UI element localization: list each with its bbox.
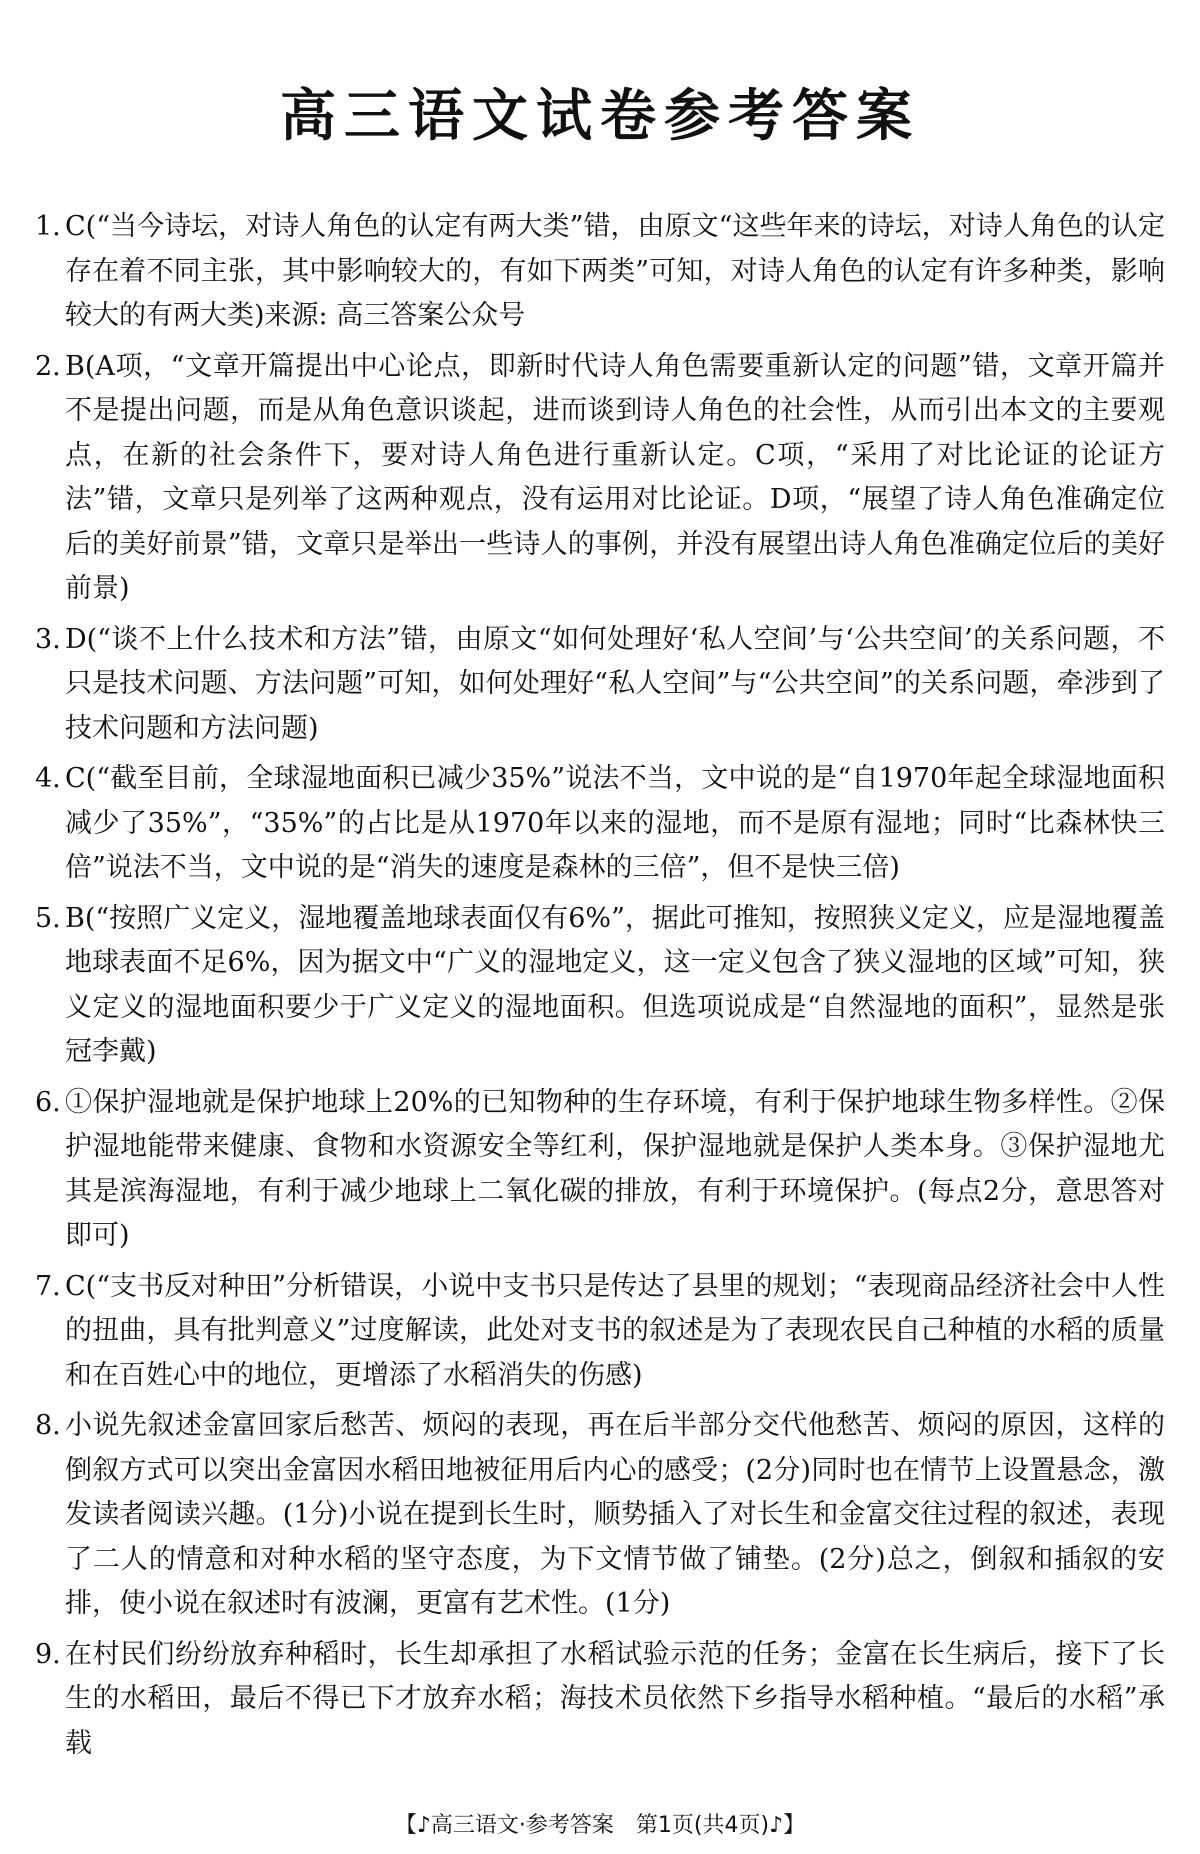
answer-list [35,205,1165,1772]
answer-text: 小说先叙述金富回家后愁苦、烦闷的表现，再在后半部分交代他愁苦、烦闷的原因，这样的倒叙方式可以突出金富因水稻田地被征用后内心的感受；(2分)同时也在情节上设置悬念，激发读者阅读兴趣。(1分)小说在提到长生时，顺势插入了对长生和金富交往过程的叙述，表现了二人的情意和对种水稻的坚守态度，为下文情节做了铺垫。(2分)总之，倒叙和插叙的安排，使小说在叙述时有波澜，更富有艺术性。(1分) [65,1410,1165,1619]
page-title: 高三语文试卷参考答案 [280,84,920,149]
answer-number: 6. [35,1086,61,1118]
answer-number: 1. [35,211,61,242]
answer-item [35,1265,1165,1399]
answer-text: C(“支书反对种田”分析错误，小说中支书只是传达了县里的规划；“表现商品经济社会中人性的扭曲，具有批判意义”过度解读，此处对支书的叙述是为了表现农民自己种植的水稻的质量和在百姓心中的地位，更增添了水稻消失的伤感) [65,1270,1165,1391]
answer-text: C(“当今诗坛，对诗人角色的认定有两大类”错，由原文“这些年来的诗坛，对诗人角色的认定存在着不同主张，其中影响较大的，有如下两类”可知，对诗人角色的认定有许多种类，影响较大的有两大类)来源: 高三答案公众号 [65,211,1165,331]
answer-item [35,1633,1165,1767]
answer-number: 4. [35,763,61,794]
page-footer: 【♪高三语文·参考答案 第1页(共4页)♪】 [394,1813,806,1838]
answer-number: 8. [35,1410,61,1441]
answer-number: 7. [35,1270,61,1302]
answer-text: B(A项，“文章开篇提出中心论点，即新时代诗人角色需要重新认定的问题”错，文章开篇并不是提出问题，而是从角色意识谈起，进而谈到诗人角色的社会性，从而引出本文的主要观点，在新的社会条件下，要对诗人角色进行重新认定。C项，“采用了对比论证的论证方法”错，文章只是列举了这两种观点，没有运用对比论证。D项，“展望了诗人角色准确定位后的美好前景”错，文章只是举出一些诗人的事例，并没有展望出诗人角色准确定位后的美好前景) [65,350,1165,604]
answer-number: 3. [35,623,61,655]
answer-item [35,897,1165,1075]
answer-item [35,345,1165,612]
answer-number: 5. [35,902,61,934]
answer-item [35,757,1165,891]
answer-text: C(“截至目前，全球湿地面积已减少35%”说法不当，文中说的是“自1970年起全球湿地面积减少了35%”，“35%”的占比是从1970年以来的湿地，而不是原有湿地；同时“比森林快三倍”说法不当，文中说的是“消失的速度是森林的三倍”，但不是快三倍) [65,763,1165,883]
answer-item [35,205,1165,339]
answer-item [35,618,1165,752]
answer-text: ①保护湿地就是保护地球上20%的已知物种的生存环境，有利于保护地球生物多样性。②保护湿地能带来健康、食物和水资源安全等红利，保护湿地就是保护人类本身。③保护湿地尤其是滨海湿地，有利于减少地球上二氧化碳的排放，有利于环境保护。(每点2分，意思答对即可) [65,1086,1165,1251]
answer-number: 2. [35,350,61,382]
answer-number: 9. [35,1638,61,1670]
answer-item [35,1404,1165,1627]
answer-text: 在村民们纷纷放弃种稻时，长生却承担了水稻试验示范的任务；金富在长生病后，接下了长生的水稻田，最后不得已下才放弃水稻；海技术员依然下乡指导水稻种植。“最后的水稻”承载 [65,1638,1165,1759]
answer-item [35,1081,1165,1259]
answer-text: B(“按照广义定义，湿地覆盖地球表面仅有6%”，据此可推知，按照狭义定义，应是湿地覆盖地球表面不足6%，因为据文中“广义的湿地定义，这一定义包含了狭义湿地的区域”可知，狭义定义的湿地面积要少于广义定义的湿地面积。但选项说成是“自然湿地的面积”，显然是张冠李戴) [65,902,1165,1067]
answer-text: D(“谈不上什么技术和方法”错，由原文“如何处理好‘私人空间’与‘公共空间’的关系问题，不只是技术问题、方法问题”可知，如何处理好“私人空间”与“公共空间”的关系问题，牵涉到了技术问题和方法问题) [65,623,1165,744]
